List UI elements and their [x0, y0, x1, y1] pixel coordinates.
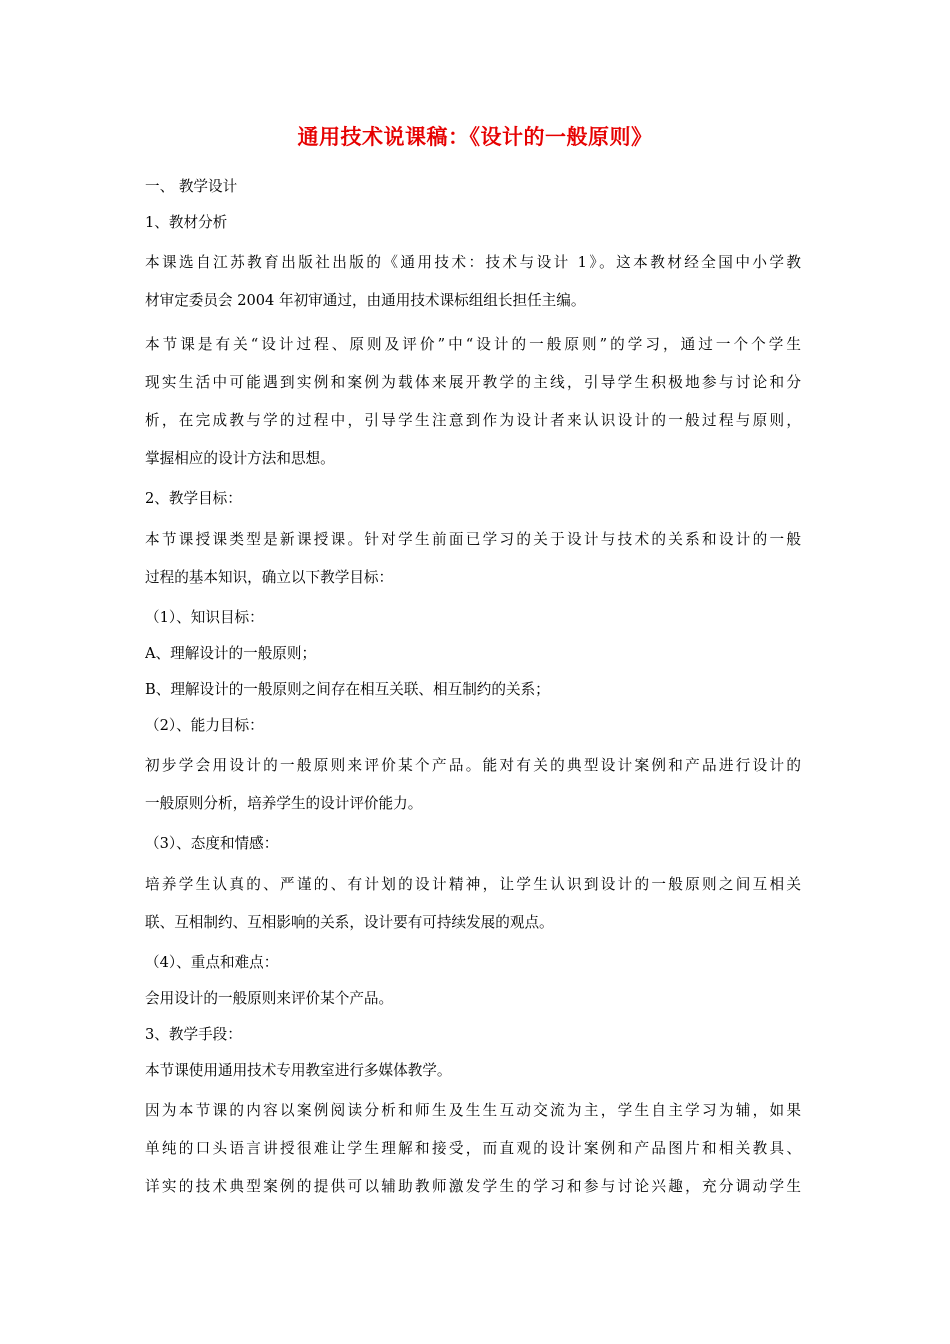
subheading-key-points: （4）、重点和难点： [145, 953, 279, 971]
subheading-attitude-goals: （3）、态度和情感： [145, 835, 279, 853]
subheading-material-analysis: 1、教材分析 [145, 214, 228, 232]
section-heading-teaching-design: 一、 教学设计 [145, 178, 238, 195]
subheading-knowledge-goals: （1）、知识目标： [145, 608, 264, 626]
paragraph-line: 联、互相制约、互相影响的关系，设计要有可持续发展的观点。 [145, 913, 554, 931]
document-title: 通用技术说课稿：《设计的一般原则》 [297, 125, 653, 149]
paragraph-line: 过程的基本知识，确立以下教学目标： [145, 568, 394, 586]
paragraph-line: 材审定委员会 2004 年初审通过，由通用技术课标组组长担任主编。 [145, 292, 586, 310]
paragraph-line: 掌握相应的设计方法和思想。 [145, 450, 335, 468]
document-body [145, 172, 801, 1206]
paragraph-line: 本节课使用通用技术专用教室进行多媒体教学。 [145, 1062, 452, 1080]
paragraph-line: 本节课是有关“设计过程、原则及评价”中“设计的一般原则”的学习，通过一个个学生 [145, 336, 801, 354]
paragraph-line: 因为本节课的内容以案例阅读分析和师生及生生互动交流为主，学生自主学习为辅，如果 [145, 1102, 801, 1120]
subheading-teaching-means: 3、教学手段： [145, 1025, 242, 1043]
paragraph-line: 现实生活中可能遇到实例和案例为载体来展开教学的主线，引导学生积极地参与讨论和分 [145, 374, 801, 392]
subheading-teaching-objectives: 2、教学目标： [145, 490, 242, 508]
paragraph-line: 培养学生认真的、严谨的、有计划的设计精神，让学生认识到设计的一般原则之间互相关 [145, 875, 801, 893]
subheading-ability-goals: （2）、能力目标： [145, 717, 264, 735]
paragraph-line: 本节课授课类型是新课授课。针对学生前面已学习的关于设计与技术的关系和设计的一般 [145, 530, 801, 548]
paragraph-line: 详实的技术典型案例的提供可以辅助教师激发学生的学习和参与讨论兴趣，充分调动学生 [145, 1178, 801, 1196]
list-item: B、理解设计的一般原则之间存在相互关联、相互制约的关系； [145, 680, 550, 698]
paragraph-line: 会用设计的一般原则来评价某个产品。 [145, 989, 394, 1007]
list-item: A、理解设计的一般原则； [145, 644, 317, 662]
paragraph-line: 本课选自江苏教育出版社出版的《通用技术：技术与设计 1》。这本教材经全国中小学教 [145, 254, 801, 272]
paragraph-line: 初步学会用设计的一般原则来评价某个产品。能对有关的典型设计案例和产品进行设计的 [145, 757, 801, 775]
paragraph-line: 一般原则分析，培养学生的设计评价能力。 [145, 795, 423, 813]
paragraph-line: 单纯的口头语言讲授很难让学生理解和接受，而直观的设计案例和产品图片和相关教具、 [145, 1140, 801, 1158]
paragraph-line: 析，在完成教与学的过程中，引导学生注意到作为设计者来认识设计的一般过程与原则， [145, 412, 801, 430]
